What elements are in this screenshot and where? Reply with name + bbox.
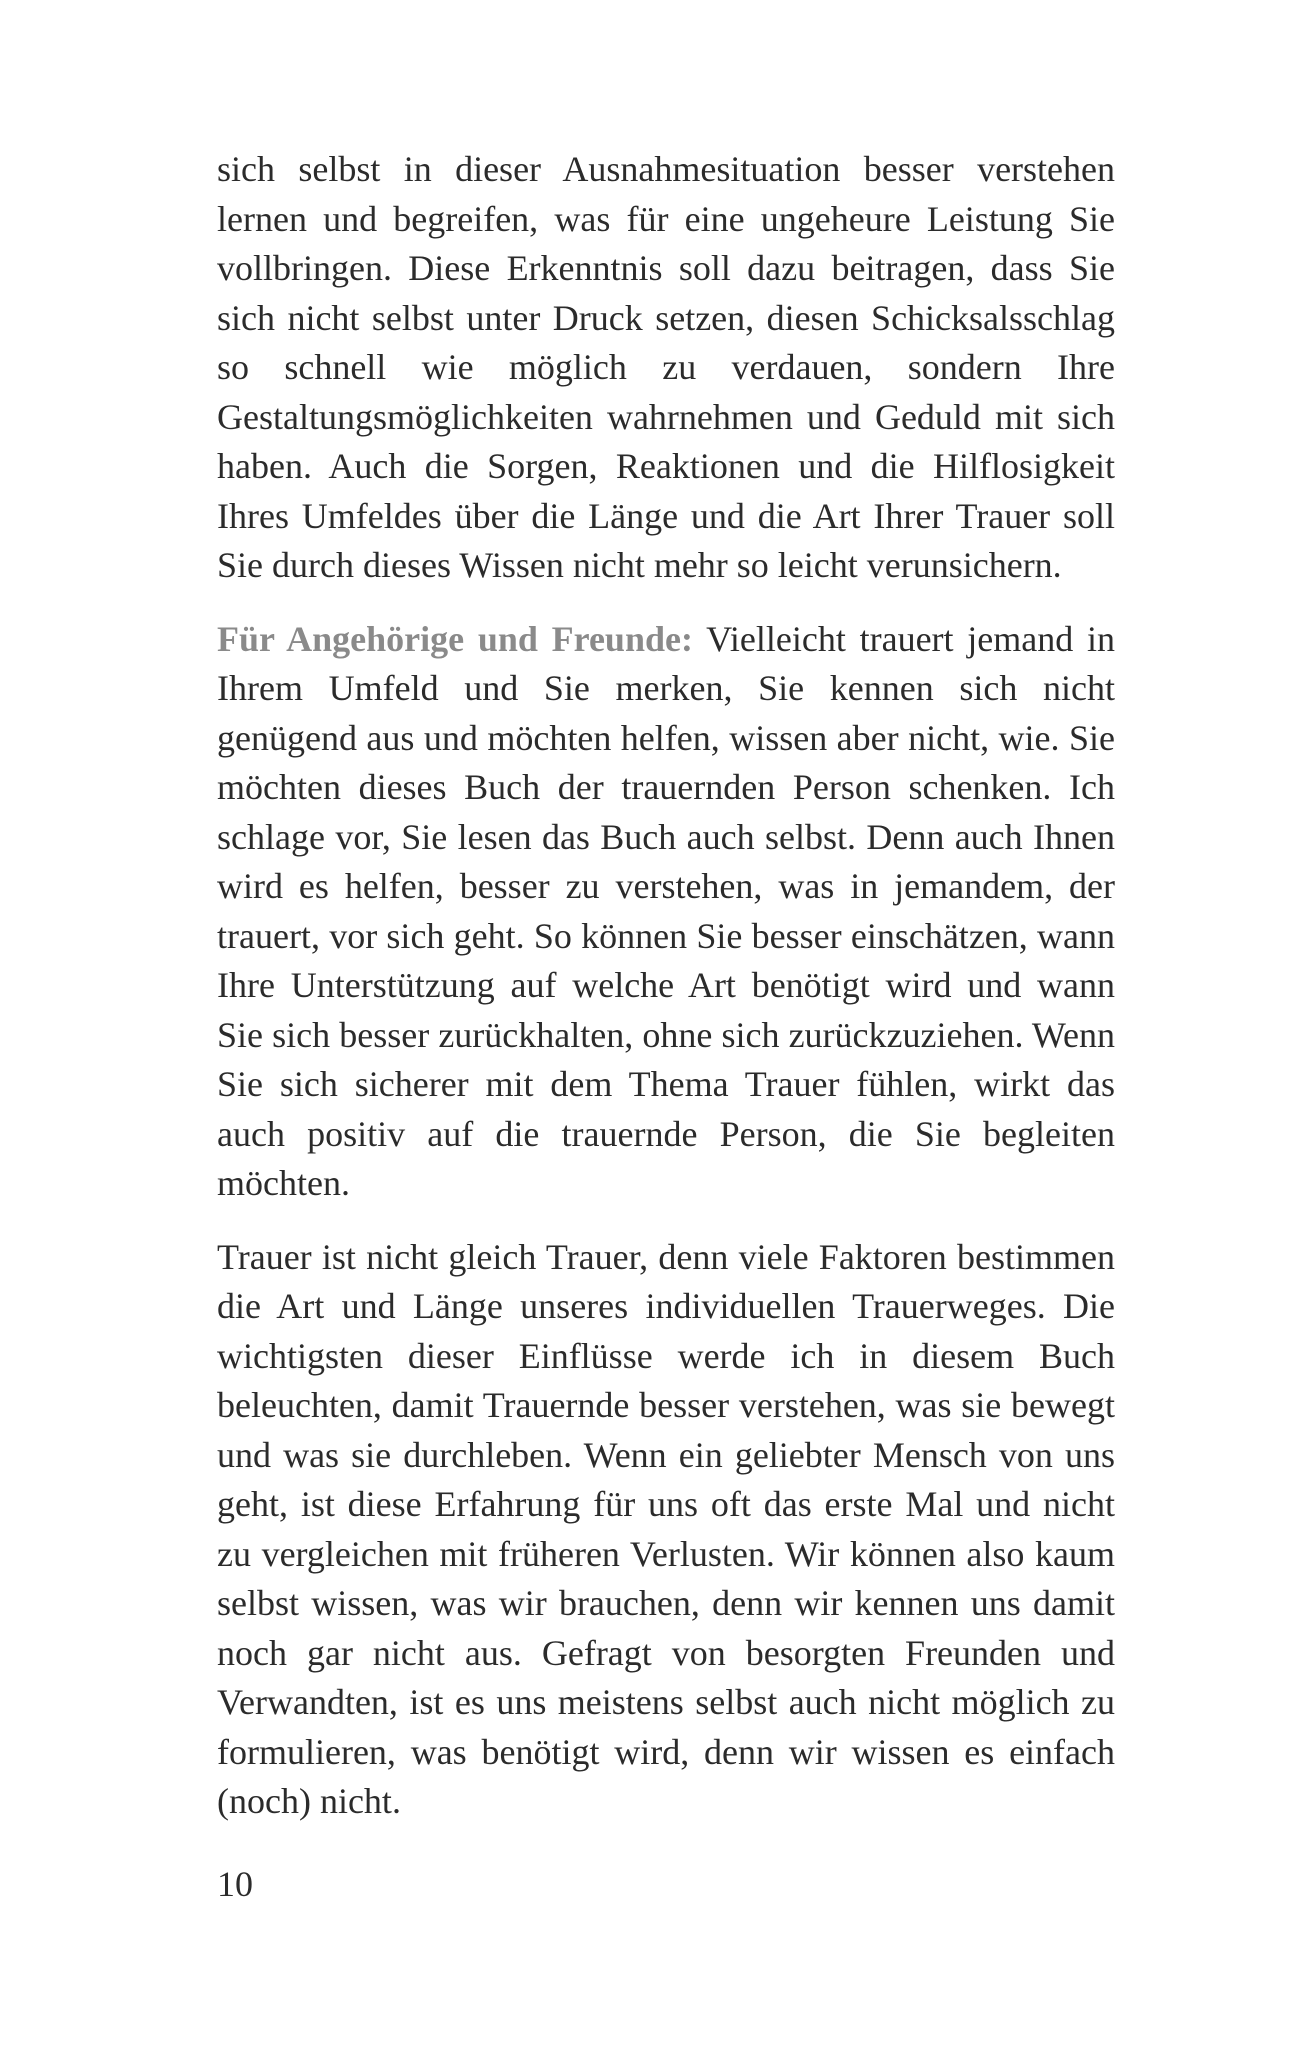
paragraph-2-text: Vielleicht trauert jemand in Ihrem Umfeld und Sie merken, Sie kennen sich nicht genügend aus und möchten helfen, wissen aber nicht, wie. Sie möchten dieses Buch der trauernden Person schenken. Ich schlage vor, Sie lesen das Buch auch selbst. Denn auch Ihnen wird es helfen, besser zu verstehen, was in jemandem, der trauert, vor sich geht. So können Sie besser einschätzen, wann Ihre Unterstützung auf welche Art benötigt wird und wann Sie sich besser zurückhalten, ohne sich zurückzuziehen. Wenn Sie sich sicherer mit dem Thema Trauer fühlen, wirkt das auch positiv auf die trauernde Person, die Sie begleiten möchten. [217, 618, 1115, 1203]
paragraph-3-text: Trauer ist nicht gleich Trauer, denn viele Faktoren bestimmen die Art und Länge unseres individuellen Trauerweges. Die wichtigsten dieser Einflüsse werde ich in diesem Buch beleuchten, damit Trauernde besser verstehen, was sie bewegt und was sie durchleben. Wenn ein geliebter Mensch von uns geht, ist diese Erfahrung für uns oft das erste Mal und nicht zu vergleichen mit früheren Verlusten. Wir können also kaum selbst wissen, was wir brauchen, denn wir kennen uns damit noch gar nicht aus. Gefragt von besorgten Freunden und Verwandten, ist es uns meistens selbst auch nicht möglich zu formulieren, was benötigt wird, denn wir wissen es einfach (noch) nicht. [217, 1236, 1115, 1821]
paragraph-3 [217, 1233, 1115, 1827]
paragraph-2-lead: Für Angehörige und Freunde: [217, 618, 693, 659]
paragraph-1-text: sich selbst in dieser Ausnahmesituation besser verstehen lernen und begreifen, was für eine ungeheure Leistung Sie vollbringen. Diese Erkenntnis soll dazu beitragen, dass Sie sich nicht selbst unter Druck setzen, diesen Schicksalsschlag so schnell wie möglich zu verdauen, sondern Ihre Gestaltungsmöglichkeiten wahrnehmen und Geduld mit sich haben. Auch die Sorgen, Reaktionen und die Hilflosigkeit Ihres Umfeldes über die Länge und die Art Ihrer Trauer soll Sie durch dieses Wissen nicht mehr so leicht verunsichern. [217, 149, 1115, 585]
paragraph-1 [217, 145, 1115, 591]
page-number: 10 [217, 1864, 253, 1904]
paragraph-2 [217, 615, 1115, 1209]
body-text [217, 145, 1115, 1851]
